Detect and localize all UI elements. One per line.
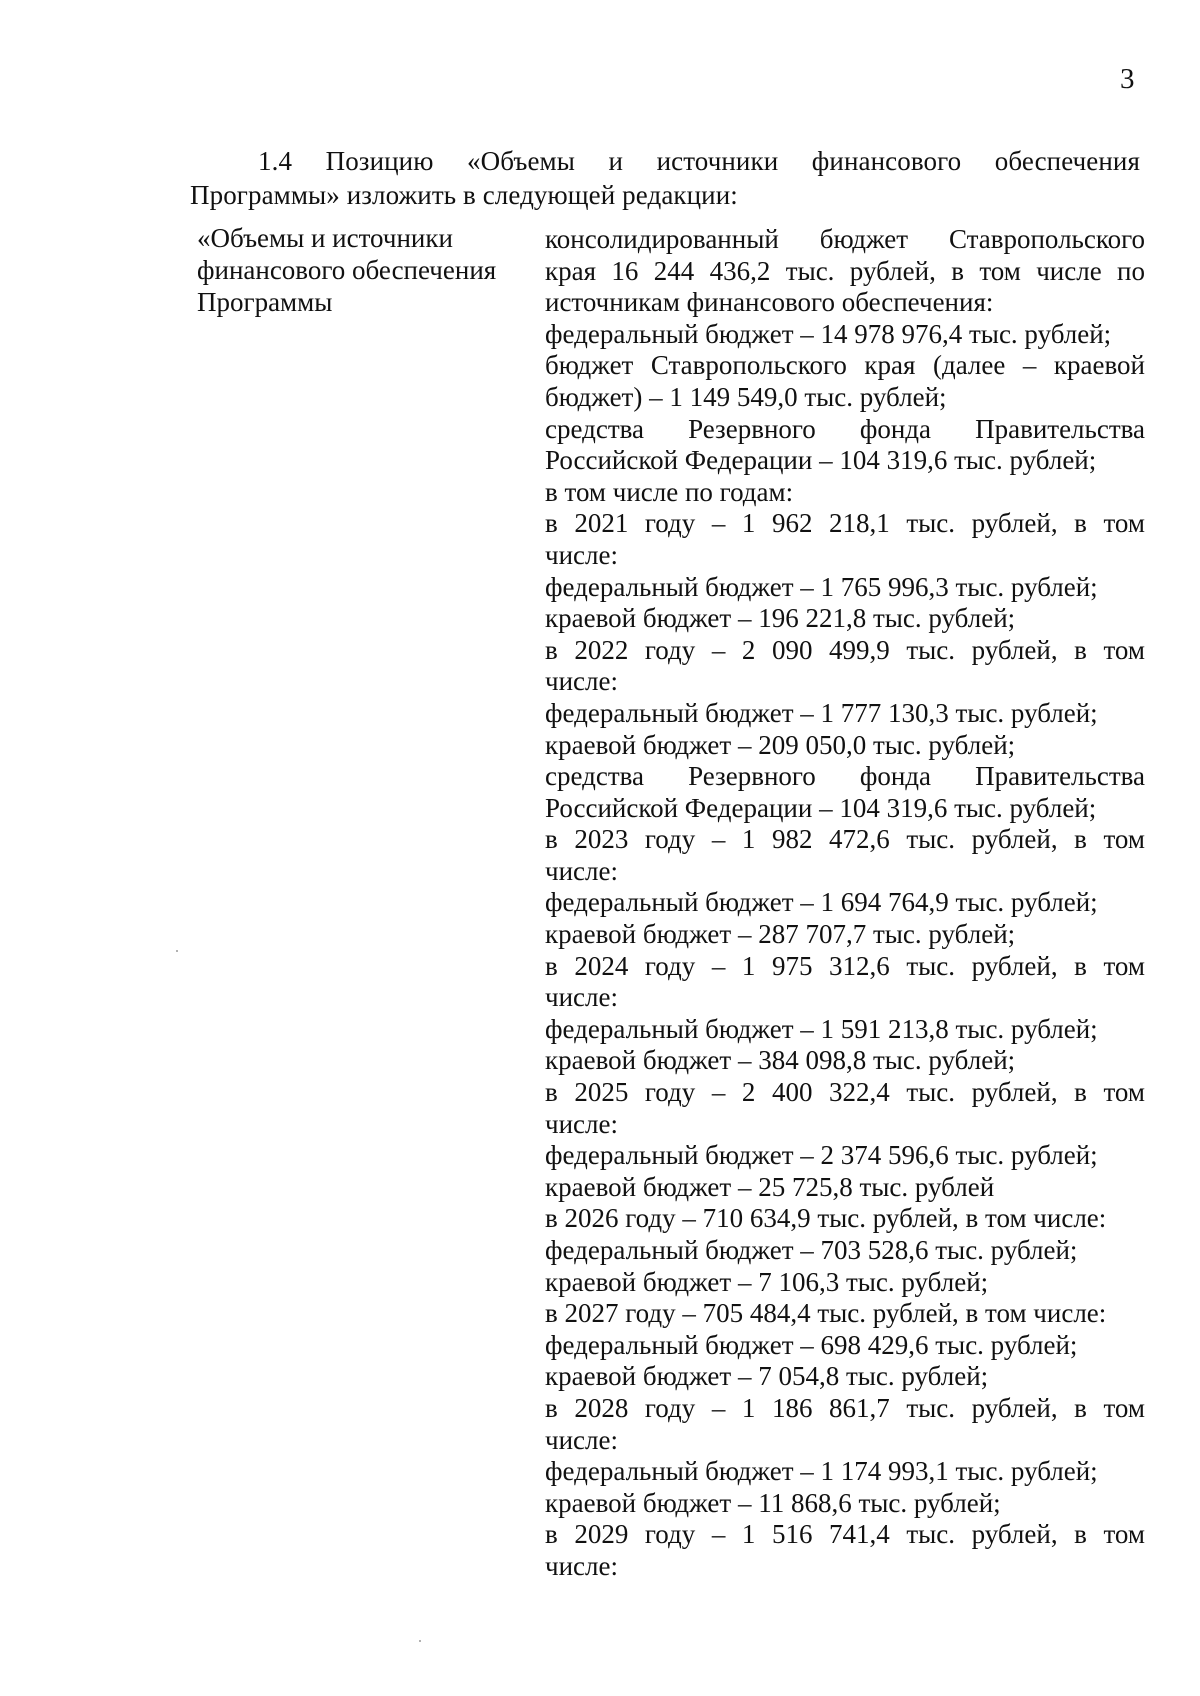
year-total-line: в 2021 году – 1 962 218,1 тыс. рублей, в том xyxy=(545,508,1145,539)
year-total-line: в 2025 году – 2 400 322,4 тыс. рублей, в том xyxy=(545,1077,1145,1108)
funding-line: федеральный бюджет – 1 777 130,3 тыс. рублей; xyxy=(545,697,1098,728)
funding-details-cell xyxy=(545,224,1145,1583)
intro-line-2: Программы» изложить в следующей редакции: xyxy=(190,180,738,210)
funding-line: краевой бюджет – 287 707,7 тыс. рублей; xyxy=(545,919,1016,950)
year-total-line: в 2023 году – 1 982 472,6 тыс. рублей, в том xyxy=(545,824,1145,855)
year-total-line: в 2027 году – 705 484,4 тыс. рублей, в том числе: xyxy=(545,1298,1107,1329)
funding-line: числе: xyxy=(545,666,618,697)
amendment-intro xyxy=(190,144,1140,212)
funding-line: краевой бюджет – 196 221,8 тыс. рублей; xyxy=(545,603,1016,634)
intro-line-1: 1.4 Позицию «Объемы и источники финансового обеспечения xyxy=(258,146,1140,176)
scan-speck xyxy=(419,1640,421,1642)
funding-line: краевой бюджет – 7 106,3 тыс. рублей; xyxy=(545,1266,989,1297)
funding-line: бюджет Ставропольского края (далее – краевой xyxy=(545,350,1145,381)
funding-line: числе: xyxy=(545,982,618,1013)
position-title-line: «Объемы и источники xyxy=(197,223,453,253)
funding-line: средства Резервного фонда Правительства xyxy=(545,761,1145,792)
funding-line: Российской Федерации – 104 319,6 тыс. рублей; xyxy=(545,445,1097,476)
year-total-line: в 2024 году – 1 975 312,6 тыс. рублей, в том xyxy=(545,950,1145,981)
year-total-line: в 2028 году – 1 186 861,7 тыс. рублей, в том xyxy=(545,1392,1145,1423)
funding-line: краевой бюджет – 209 050,0 тыс. рублей; xyxy=(545,729,1016,760)
position-title-line: финансового обеспечения xyxy=(197,255,497,285)
funding-line: краевой бюджет – 384 098,8 тыс. рублей; xyxy=(545,1045,1016,1076)
page-number: 3 xyxy=(1120,63,1135,95)
funding-line: краевой бюджет – 11 868,6 тыс. рублей; xyxy=(545,1487,1001,1518)
funding-line: краевой бюджет – 7 054,8 тыс. рублей; xyxy=(545,1361,989,1392)
funding-line: Российской Федерации – 104 319,6 тыс. рублей; xyxy=(545,792,1097,823)
scan-speck xyxy=(176,950,178,952)
funding-line: бюджет) – 1 149 549,0 тыс. рублей; xyxy=(545,381,947,412)
year-total-line: в 2022 году – 2 090 499,9 тыс. рублей, в том xyxy=(545,634,1145,665)
funding-line: консолидированный бюджет Ставропольского xyxy=(545,224,1145,254)
funding-line: края 16 244 436,2 тыс. рублей, в том числе по xyxy=(545,255,1145,286)
funding-line: федеральный бюджет – 2 374 596,6 тыс. рублей; xyxy=(545,1140,1098,1171)
funding-line: федеральный бюджет – 1 174 993,1 тыс. рублей; xyxy=(545,1456,1098,1487)
funding-line: федеральный бюджет – 703 528,6 тыс. рублей; xyxy=(545,1235,1078,1265)
funding-line: краевой бюджет – 25 725,8 тыс. рублей xyxy=(545,1171,995,1202)
funding-line: средства Резервного фонда Правительства xyxy=(545,413,1145,444)
position-title-line: Программы xyxy=(197,287,333,317)
funding-line: числе: xyxy=(545,1108,618,1139)
funding-line: федеральный бюджет – 1 694 764,9 тыс. рублей; xyxy=(545,887,1098,918)
funding-line: источникам финансового обеспечения: xyxy=(545,287,994,318)
funding-line: числе: xyxy=(545,1424,618,1455)
year-total-line: в 2026 году – 710 634,9 тыс. рублей, в том числе: xyxy=(545,1203,1107,1234)
funding-line: федеральный бюджет – 1 765 996,3 тыс. рублей; xyxy=(545,571,1098,602)
position-title-cell xyxy=(197,222,527,318)
year-total-line: в 2029 году – 1 516 741,4 тыс. рублей, в том xyxy=(545,1519,1145,1550)
funding-line: числе: xyxy=(545,855,618,886)
funding-line: в том числе по годам: xyxy=(545,476,794,507)
funding-line: федеральный бюджет – 1 591 213,8 тыс. рублей; xyxy=(545,1013,1098,1044)
funding-line: федеральный бюджет – 698 429,6 тыс. рублей; xyxy=(545,1329,1078,1360)
funding-line: числе: xyxy=(545,539,618,570)
funding-line: числе: xyxy=(545,1550,618,1581)
funding-line: федеральный бюджет – 14 978 976,4 тыс. рублей; xyxy=(545,318,1112,349)
